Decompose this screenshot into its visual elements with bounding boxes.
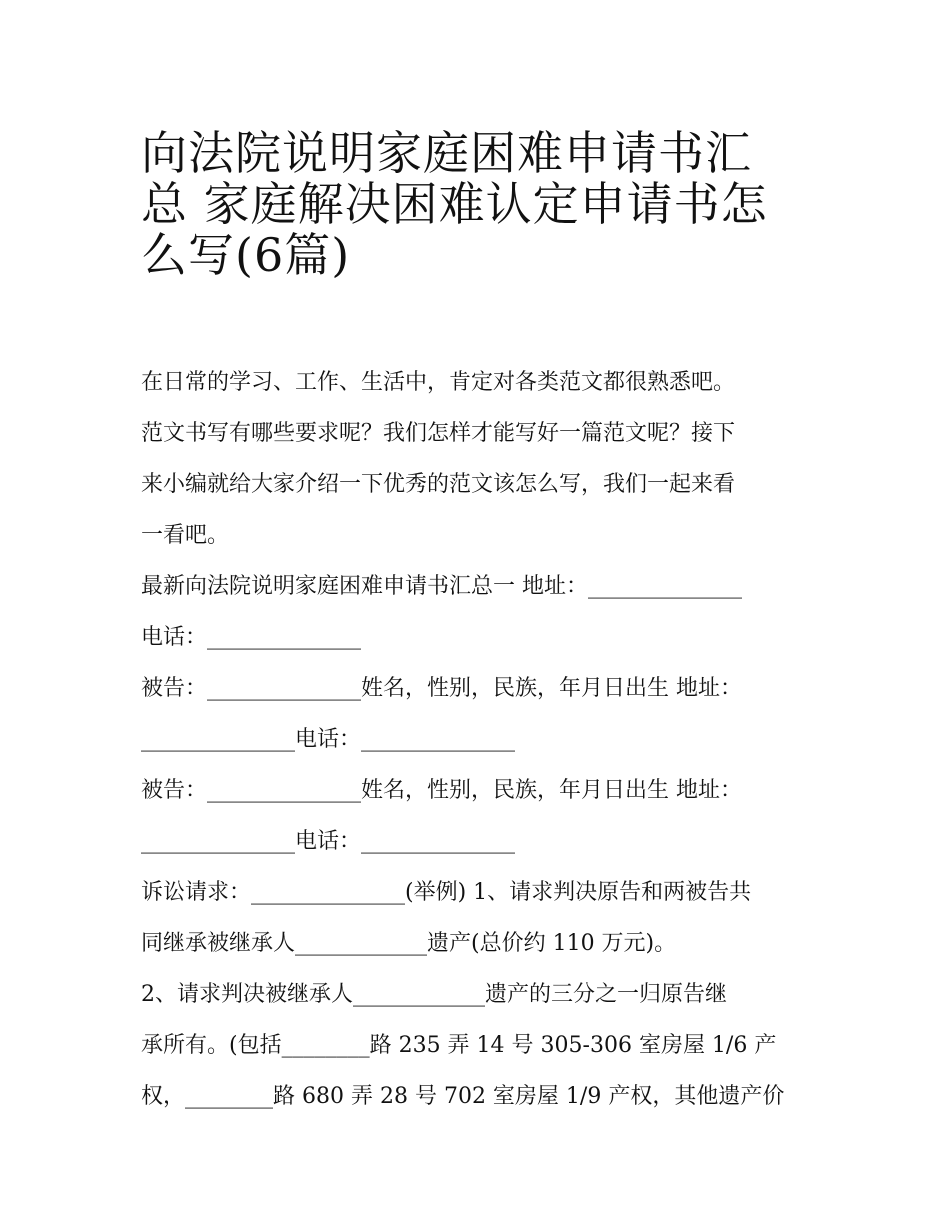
body-line: 同继承被继承人____________遗产(总价约 110 万元)。 — [141, 931, 677, 956]
body-line: 在日常的学习、工作、生活中，肯定对各类范文都很熟悉吧。 — [141, 370, 736, 395]
body-line: 来小编就给大家介绍一下优秀的范文该怎么写，我们一起来看 — [141, 472, 736, 497]
body-line: 被告：______________姓名，性别，民族，年月日出生 地址： — [141, 778, 742, 803]
document-body — [141, 357, 821, 1122]
body-line: 最新向法院说明家庭困难申请书汇总一 地址：______________ — [141, 574, 742, 599]
title-line: 总 家庭解决困难认定申请书怎 — [141, 177, 768, 231]
body-line: 2、请求判决被继承人____________遗产的三分之一归原告继 — [141, 982, 727, 1007]
body-line: 一看吧。 — [141, 523, 230, 548]
body-line: 电话：______________ — [141, 625, 362, 650]
body-line: 范文书写有哪些要求呢？我们怎样才能写好一篇范文呢？接下 — [141, 421, 736, 446]
title-line: 向法院说明家庭困难申请书汇 — [141, 126, 752, 180]
body-line: 被告：______________姓名，性别，民族，年月日出生 地址： — [141, 676, 742, 701]
body-line: 承所有。(包括________路 235 弄 14 号 305-306 室房屋 1/6 产 — [141, 1033, 777, 1058]
body-line: 权，________路 680 弄 28 号 702 室房屋 1/9 产权，其他遗产价 — [141, 1084, 785, 1109]
body-line: ______________电话：______________ — [141, 727, 516, 752]
body-line: 诉讼请求：______________(举例) 1、请求判决原告和两被告共 — [141, 880, 752, 905]
body-line: ______________电话：______________ — [141, 829, 516, 854]
title-line: 么写(6篇) — [141, 228, 351, 282]
document-title — [141, 114, 831, 282]
